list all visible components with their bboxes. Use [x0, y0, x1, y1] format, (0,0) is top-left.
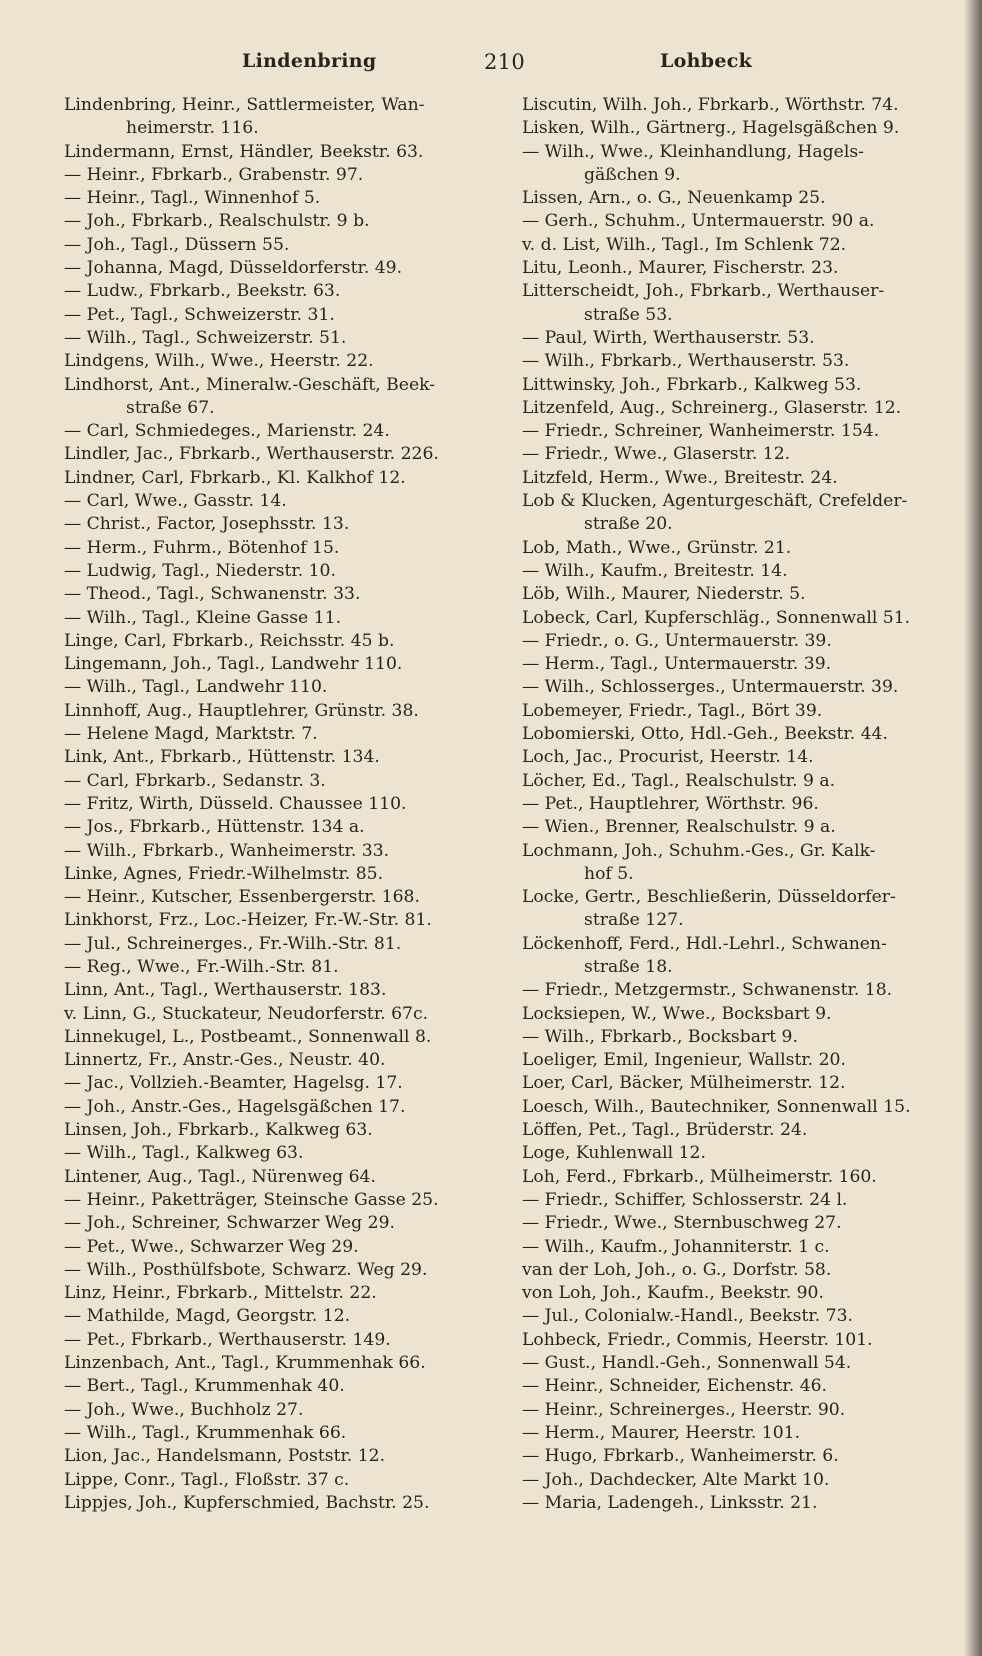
- directory-entry-line: — Jac., Vollzieh.-Beamter, Hagelsg. 17.: [64, 1073, 403, 1094]
- directory-entry-line: Linnekugel, L., Postbeamt., Sonnenwall 8.: [64, 1026, 432, 1047]
- directory-entry-line: Lob, Math., Wwe., Grünstr. 21.: [522, 537, 792, 558]
- directory-entry-line: — Jul., Schreinerges., Fr.-Wilh.-Str. 81.: [64, 933, 402, 954]
- directory-entry-line: Lob & Klucken, Agenturgeschäft, Crefelder-: [522, 491, 908, 512]
- directory-entry-line: Linnertz, Fr., Anstr.-Ges., Neustr. 40.: [64, 1050, 386, 1071]
- directory-entry-line: — Theod., Tagl., Schwanenstr. 33.: [64, 584, 361, 605]
- directory-entry-line: Litterscheidt, Joh., Fbrkarb., Werthauser-: [522, 281, 885, 302]
- directory-entry-line: Liscutin, Wilh. Joh., Fbrkarb., Wörthstr. 74.: [522, 95, 899, 115]
- directory-entry-line: Linz, Heinr., Fbrkarb., Mittelstr. 22.: [64, 1283, 377, 1304]
- directory-entry-line: Loh, Ferd., Fbrkarb., Mülheimerstr. 160.: [522, 1166, 877, 1187]
- directory-entry-line: Link, Ant., Fbrkarb., Hüttenstr. 134.: [64, 747, 380, 768]
- directory-entry-line: — Pet., Fbrkarb., Werthauserstr. 149.: [64, 1329, 391, 1350]
- directory-entry-line: Linkhorst, Frz., Loc.-Heizer, Fr.-W.-Str. 81.: [64, 910, 432, 931]
- directory-entry-line: — Paul, Wirth, Werthauserstr. 53.: [522, 327, 815, 348]
- directory-entry-line: Löb, Wilh., Maurer, Niederstr. 5.: [522, 584, 806, 605]
- entry-continuation-line: straße 20.: [584, 514, 673, 535]
- directory-entry-line: Litzfeld, Herm., Wwe., Breitestr. 24.: [522, 467, 838, 488]
- entry-continuation-line: hof 5.: [584, 863, 634, 884]
- directory-entry-line: Lindermann, Ernst, Händler, Beekstr. 63.: [64, 141, 424, 162]
- directory-entry-line: — Friedr., Schiffer, Schlosserstr. 24 l.: [522, 1189, 848, 1210]
- directory-entry-line: Linzenbach, Ant., Tagl., Krummenhak 66.: [64, 1353, 426, 1374]
- directory-entry-line: Locke, Gertr., Beschließerin, Düsseldorfer-: [522, 887, 896, 908]
- directory-entry-line: Löckenhoff, Ferd., Hdl.-Lehrl., Schwanen-: [522, 933, 887, 954]
- page-number: 210: [484, 50, 525, 74]
- directory-entry-line: Löcher, Ed., Tagl., Realschulstr. 9 a.: [522, 770, 836, 791]
- directory-entry-line: — Wilh., Tagl., Krummenhak 66.: [64, 1422, 347, 1443]
- directory-entry-line: — Pet., Tagl., Schweizerstr. 31.: [64, 304, 335, 325]
- directory-entry-line: — Wilh., Kaufm., Breitestr. 14.: [522, 560, 788, 581]
- directory-entry-line: — Wilh., Posthülfsbote, Schwarz. Weg 29.: [64, 1259, 428, 1280]
- directory-entry-line: Loch, Jac., Procurist, Heerstr. 14.: [522, 747, 814, 768]
- directory-entry-line: — Joh., Fbrkarb., Realschulstr. 9 b.: [64, 211, 370, 232]
- directory-entry-line: Loeliger, Emil, Ingenieur, Wallstr. 20.: [522, 1050, 846, 1071]
- directory-entry-line: — Joh., Tagl., Düssern 55.: [64, 234, 290, 255]
- directory-entry-line: Lohbeck, Friedr., Commis, Heerstr. 101.: [522, 1329, 873, 1350]
- directory-entry-line: Lindhorst, Ant., Mineralw.-Geschäft, Beek-: [64, 374, 436, 395]
- directory-entry-line: — Friedr., Wwe., Sternbuschweg 27.: [522, 1213, 842, 1234]
- directory-entry-line: Linge, Carl, Fbrkarb., Reichsstr. 45 b.: [64, 630, 395, 651]
- directory-entry-line: Lochmann, Joh., Schuhm.-Ges., Gr. Kalk-: [522, 840, 876, 861]
- header-last-entry: Lohbeck: [660, 50, 753, 72]
- directory-entry-line: — Wien., Brenner, Realschulstr. 9 a.: [522, 817, 836, 838]
- directory-entry-line: — Friedr., Wwe., Glaserstr. 12.: [522, 444, 791, 465]
- directory-entry-line: — Friedr., Metzgermstr., Schwanenstr. 18.: [522, 980, 893, 1001]
- directory-entry-line: von Loh, Joh., Kaufm., Beekstr. 90.: [522, 1283, 824, 1304]
- directory-entry-line: — Wilh., Wwe., Kleinhandlung, Hagels-: [522, 141, 864, 162]
- directory-entry-line: — Carl, Fbrkarb., Sedanstr. 3.: [64, 770, 326, 791]
- directory-entry-line: Loer, Carl, Bäcker, Mülheimerstr. 12.: [522, 1073, 846, 1094]
- directory-entry-line: — Christ., Factor, Josephsstr. 13.: [64, 514, 350, 535]
- directory-entry-line: — Joh., Anstr.-Ges., Hagelsgäßchen 17.: [64, 1096, 406, 1117]
- directory-entry-line: — Jul., Colonialw.-Handl., Beekstr. 73.: [522, 1306, 853, 1327]
- directory-entry-line: — Wilh., Tagl., Kalkweg 63.: [64, 1143, 304, 1164]
- directory-entry-line: Linsen, Joh., Fbrkarb., Kalkweg 63.: [64, 1120, 373, 1141]
- directory-entry-line: Lindgens, Wilh., Wwe., Heerstr. 22.: [64, 351, 374, 372]
- directory-entry-line: — Ludw., Fbrkarb., Beekstr. 63.: [64, 281, 341, 302]
- directory-entry-line: — Herm., Fuhrm., Bötenhof 15.: [64, 537, 340, 558]
- directory-entry-line: — Pet., Hauptlehrer, Wörthstr. 96.: [522, 793, 819, 814]
- directory-entry-line: Lobemeyer, Friedr., Tagl., Bört 39.: [522, 700, 823, 721]
- entry-continuation-line: heimerstr. 116.: [126, 118, 259, 139]
- directory-entry-line: — Reg., Wwe., Fr.-Wilh.-Str. 81.: [64, 956, 339, 977]
- directory-entry-line: Lindner, Carl, Fbrkarb., Kl. Kalkhof 12.: [64, 467, 406, 488]
- left-column: [64, 94, 484, 1515]
- entry-continuation-line: straße 67.: [126, 397, 215, 418]
- directory-entry-line: — Wilh., Schlosserges., Untermauerstr. 39.: [522, 677, 899, 698]
- directory-entry-line: — Helene Magd, Marktstr. 7.: [64, 724, 318, 745]
- directory-entry-line: Linnhoff, Aug., Hauptlehrer, Grünstr. 38.: [64, 700, 419, 721]
- directory-entry-line: — Gerh., Schuhm., Untermauerstr. 90 a.: [522, 211, 875, 232]
- directory-entry-line: — Wilh., Fbrkarb., Werthauserstr. 53.: [522, 351, 850, 372]
- directory-entry-line: — Wilh., Fbrkarb., Wanheimerstr. 33.: [64, 840, 390, 861]
- directory-entry-line: — Hugo, Fbrkarb., Wanheimerstr. 6.: [522, 1446, 839, 1467]
- directory-entry-line: — Maria, Ladengeh., Linksstr. 21.: [522, 1492, 818, 1513]
- directory-entry-line: Lisken, Wilh., Gärtnerg., Hagelsgäßchen 9.: [522, 118, 900, 139]
- directory-entry-line: — Wilh., Tagl., Kleine Gasse 11.: [64, 607, 342, 628]
- directory-entry-line: Löffen, Pet., Tagl., Brüderstr. 24.: [522, 1120, 808, 1141]
- directory-entry-line: — Carl, Schmiedeges., Marienstr. 24.: [64, 421, 390, 442]
- directory-entry-line: — Gust., Handl.-Geh., Sonnenwall 54.: [522, 1353, 852, 1374]
- directory-entry-line: — Heinr., Tagl., Winnenhof 5.: [64, 188, 321, 209]
- directory-entry-line: — Friedr., Schreiner, Wanheimerstr. 154.: [522, 421, 880, 442]
- directory-entry-line: — Joh., Wwe., Buchholz 27.: [64, 1399, 304, 1420]
- directory-entry-line: — Wilh., Kaufm., Johanniterstr. 1 c.: [522, 1236, 830, 1257]
- entry-continuation-line: straße 18.: [584, 956, 673, 977]
- entry-continuation-line: straße 53.: [584, 304, 673, 325]
- directory-entry-line: van der Loh, Joh., o. G., Dorfstr. 58.: [522, 1259, 832, 1280]
- directory-entry-line: — Joh., Dachdecker, Alte Markt 10.: [522, 1469, 830, 1490]
- page-edge-shadow: [964, 0, 982, 1656]
- directory-entry-line: Lion, Jac., Handelsmann, Poststr. 12.: [64, 1446, 386, 1467]
- directory-entry-line: — Wilh., Tagl., Landwehr 110.: [64, 677, 328, 698]
- directory-entry-line: Littwinsky, Joh., Fbrkarb., Kalkweg 53.: [522, 374, 862, 395]
- directory-entry-line: Litu, Leonh., Maurer, Fischerstr. 23.: [522, 258, 839, 279]
- directory-entry-line: Lingemann, Joh., Tagl., Landwehr 110.: [64, 654, 403, 675]
- directory-entry-line: Loge, Kuhlenwall 12.: [522, 1143, 706, 1164]
- directory-entry-line: Lindenbring, Heinr., Sattlermeister, Wan-: [64, 95, 425, 115]
- directory-entry-line: Loesch, Wilh., Bautechniker, Sonnenwall 15.: [522, 1096, 911, 1117]
- directory-entry-line: Litzenfeld, Aug., Schreinerg., Glaserstr. 12.: [522, 397, 902, 418]
- directory-entry-line: — Heinr., Schneider, Eichenstr. 46.: [522, 1376, 828, 1397]
- directory-entry-line: Lissen, Arn., o. G., Neuenkamp 25.: [522, 188, 826, 209]
- directory-entry-line: Lobomierski, Otto, Hdl.-Geh., Beekstr. 44.: [522, 724, 888, 745]
- directory-entry-line: — Heinr., Kutscher, Essenbergerstr. 168.: [64, 887, 420, 908]
- directory-entry-line: — Herm., Maurer, Heerstr. 101.: [522, 1422, 801, 1443]
- directory-entry-line: — Ludwig, Tagl., Niederstr. 10.: [64, 560, 336, 581]
- directory-entry-line: Lobeck, Carl, Kupferschläg., Sonnenwall 51.: [522, 607, 911, 628]
- directory-entry-line: Lippjes, Joh., Kupferschmied, Bachstr. 25.: [64, 1492, 430, 1513]
- directory-entry-line: — Wilh., Fbrkarb., Bocksbart 9.: [522, 1026, 798, 1047]
- directory-entry-line: Linke, Agnes, Friedr.-Wilhelmstr. 85.: [64, 863, 384, 884]
- directory-entry-line: — Joh., Schreiner, Schwarzer Weg 29.: [64, 1213, 395, 1234]
- directory-entry-line: v. d. List, Wilh., Tagl., Im Schlenk 72.: [522, 234, 847, 255]
- right-column: [522, 94, 952, 1515]
- entry-continuation-line: gäßchen 9.: [584, 164, 681, 185]
- directory-entry-line: Lindler, Jac., Fbrkarb., Werthauserstr. 226.: [64, 444, 439, 465]
- directory-entry-line: — Pet., Wwe., Schwarzer Weg 29.: [64, 1236, 359, 1257]
- directory-entry-line: v. Linn, G., Stuckateur, Neudorferstr. 67c.: [64, 1003, 429, 1024]
- directory-entry-line: — Wilh., Tagl., Schweizerstr. 51.: [64, 327, 347, 348]
- directory-entry-line: — Heinr., Schreinerges., Heerstr. 90.: [522, 1399, 846, 1420]
- directory-entry-line: — Jos., Fbrkarb., Hüttenstr. 134 a.: [64, 817, 365, 838]
- directory-entry-line: Locksiepen, W., Wwe., Bocksbart 9.: [522, 1003, 832, 1024]
- directory-entry-line: Linn, Ant., Tagl., Werthauserstr. 183.: [64, 980, 387, 1001]
- directory-entry-line: — Mathilde, Magd, Georgstr. 12.: [64, 1306, 351, 1327]
- page-header: [62, 50, 753, 86]
- header-first-entry: Lindenbring: [242, 50, 377, 72]
- directory-entry-line: — Heinr., Fbrkarb., Grabenstr. 97.: [64, 164, 364, 185]
- directory-entry-line: Lippe, Conr., Tagl., Floßstr. 37 c.: [64, 1469, 350, 1490]
- directory-entry-line: — Johanna, Magd, Düsseldorferstr. 49.: [64, 258, 403, 279]
- entry-continuation-line: straße 127.: [584, 910, 684, 931]
- directory-entry-line: — Friedr., o. G., Untermauerstr. 39.: [522, 630, 832, 651]
- directory-entry-line: — Heinr., Paketträger, Steinsche Gasse 25.: [64, 1189, 439, 1210]
- directory-entry-line: — Carl, Wwe., Gasstr. 14.: [64, 491, 287, 512]
- directory-entry-line: — Bert., Tagl., Krummenhak 40.: [64, 1376, 345, 1397]
- directory-entry-line: — Herm., Tagl., Untermauerstr. 39.: [522, 654, 832, 675]
- directory-entry-line: Lintener, Aug., Tagl., Nürenweg 64.: [64, 1166, 376, 1187]
- directory-entry-line: — Fritz, Wirth, Düsseld. Chaussee 110.: [64, 793, 407, 814]
